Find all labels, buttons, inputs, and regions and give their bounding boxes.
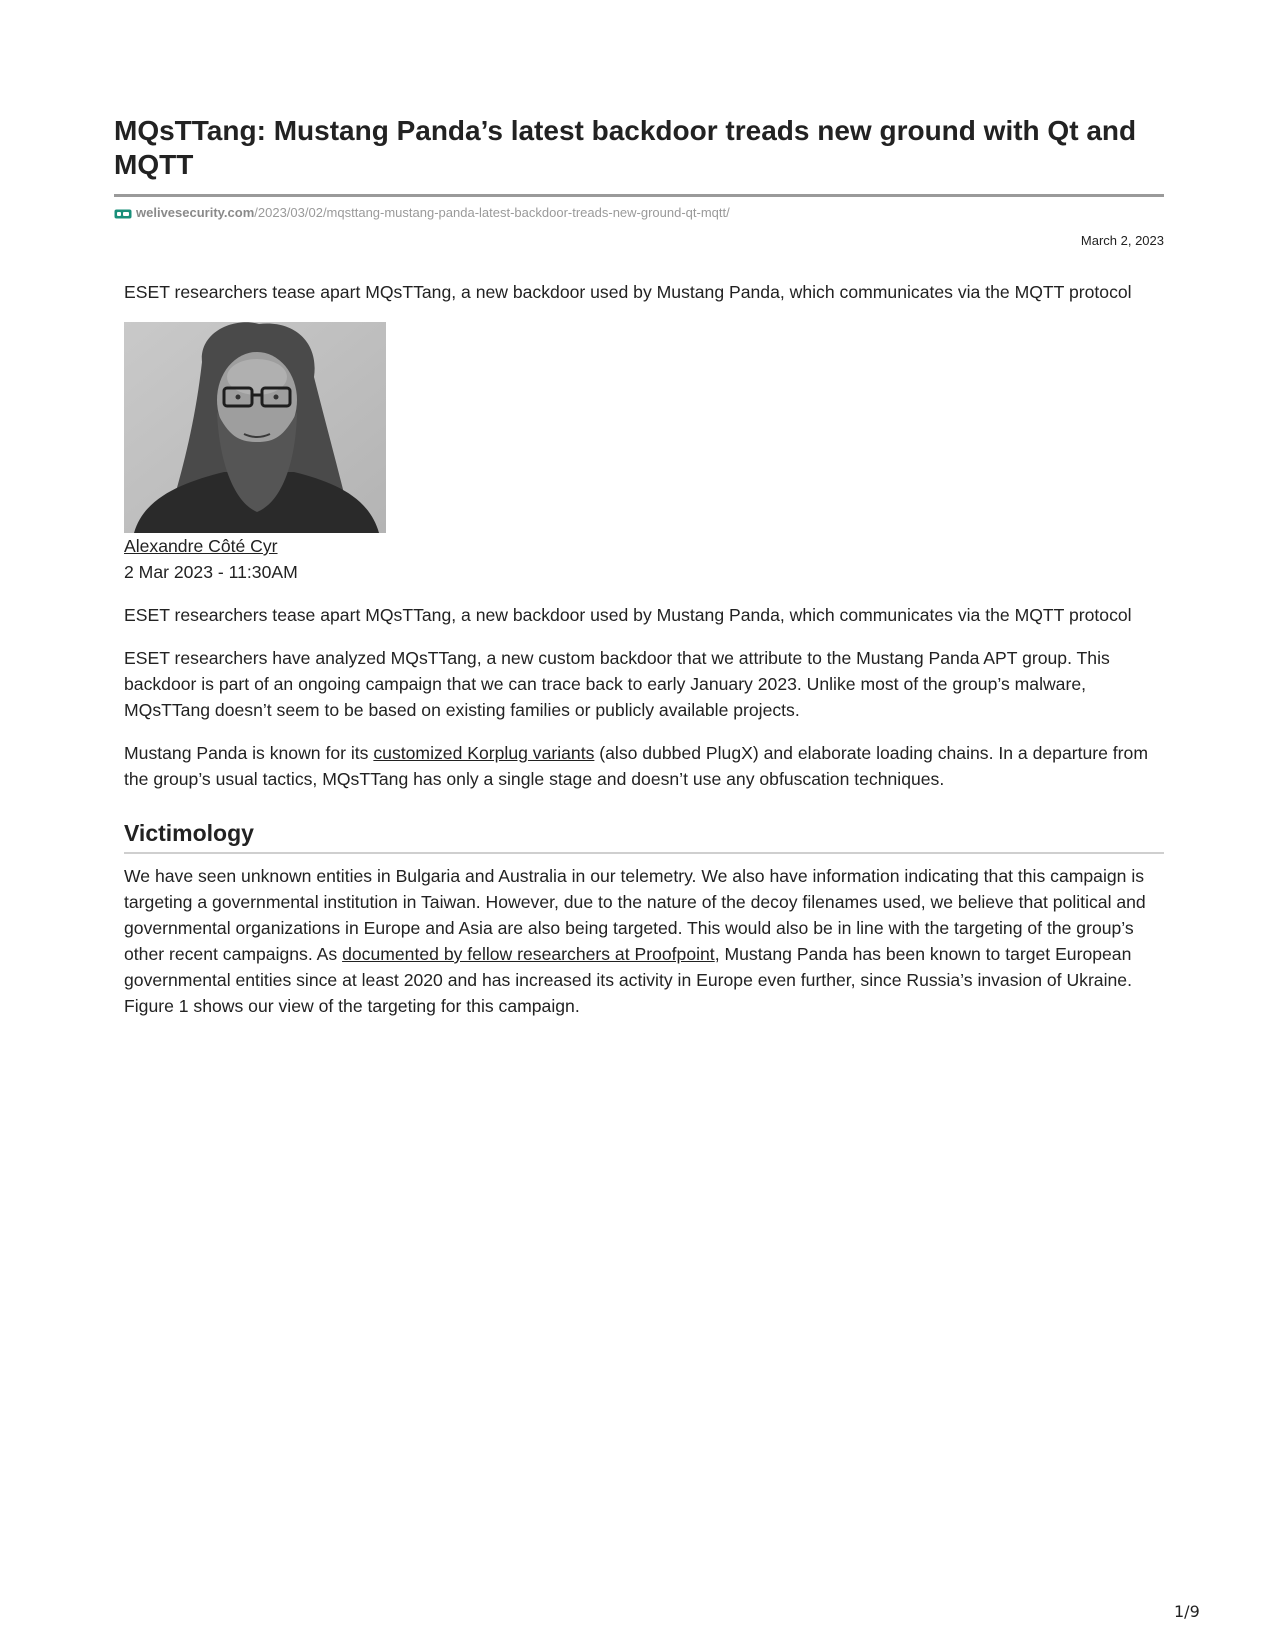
proofpoint-link[interactable]: documented by fellow researchers at Proofpoint xyxy=(342,944,715,964)
victimology-text-start: We have seen unknown entities in Bulgaria and Australia in our telemetry. We also have information indicating that this campaign is targeting a governmental institution in Taiwan. However, due to the nature of the decoy filenames used, we believe that political and governmental organizations in Europe and Asia are also being targeted. This would also be in line with the targeting of the group’s other recent campaigns. As xyxy=(124,866,1146,964)
page-number: 1/9 xyxy=(1174,1602,1200,1621)
article-content xyxy=(124,279,1164,1036)
title-divider xyxy=(114,194,1164,197)
article-title: MQsTTang: Mustang Panda’s latest backdoor treads new ground with Qt and MQTT xyxy=(114,115,1137,180)
victimology-paragraph xyxy=(124,863,1164,1019)
author-datetime: 2 Mar 2023 - 11:30AM xyxy=(124,562,298,582)
publish-date: March 2, 2023 xyxy=(1080,233,1164,248)
author-photo xyxy=(124,322,386,533)
body-paragraph-1: ESET researchers tease apart MQsTTang, a new backdoor used by Mustang Panda, which communicates via the MQTT protocol xyxy=(124,605,1132,625)
author-block xyxy=(124,322,1164,585)
victimology-text-end: , Mustang Panda has been known to target European governmental entities since at least 2020 and has increased its activity in Europe even further, since Russia’s invasion of Ukraine. Figure 1 shows our view of the targeting for this campaign. xyxy=(124,944,1132,1016)
body-paragraph-2: ESET researchers have analyzed MQsTTang, a new custom backdoor that we attribute to the Mustang Panda APT group. This backdoor is part of an ongoing campaign that we can trace back to early January 2023. Unlike most of the group’s malware, MQsTTang doesn’t seem to be based on existing families or publicly available projects. xyxy=(124,648,1110,720)
heading-divider xyxy=(124,852,1164,854)
source-domain: welivesecurity.com xyxy=(136,204,255,220)
author-name-link[interactable]: Alexandre Côté Cyr xyxy=(124,536,278,556)
body-paragraph-3-end: (also dubbed PlugX) and elaborate loading chains. In a departure from the group’s usual tactics, MQsTTang has only a single stage and doesn’t use any obfuscation techniques. xyxy=(124,743,1148,789)
body-paragraph-3-start: Mustang Panda is known for its xyxy=(124,743,374,763)
site-favicon-icon xyxy=(114,207,132,217)
lead-paragraph: ESET researchers tease apart MQsTTang, a new backdoor used by Mustang Panda, which communicates via the MQTT protocol xyxy=(124,282,1132,302)
korplug-variants-link[interactable]: customized Korplug variants xyxy=(373,743,595,763)
source-url[interactable] xyxy=(114,203,730,221)
source-path: /2023/03/02/mqsttang-mustang-panda-latest-backdoor-treads-new-ground-qt-mqtt/ xyxy=(254,204,730,220)
victimology-heading: Victimology xyxy=(124,820,254,846)
body-paragraph-3 xyxy=(124,740,1164,792)
